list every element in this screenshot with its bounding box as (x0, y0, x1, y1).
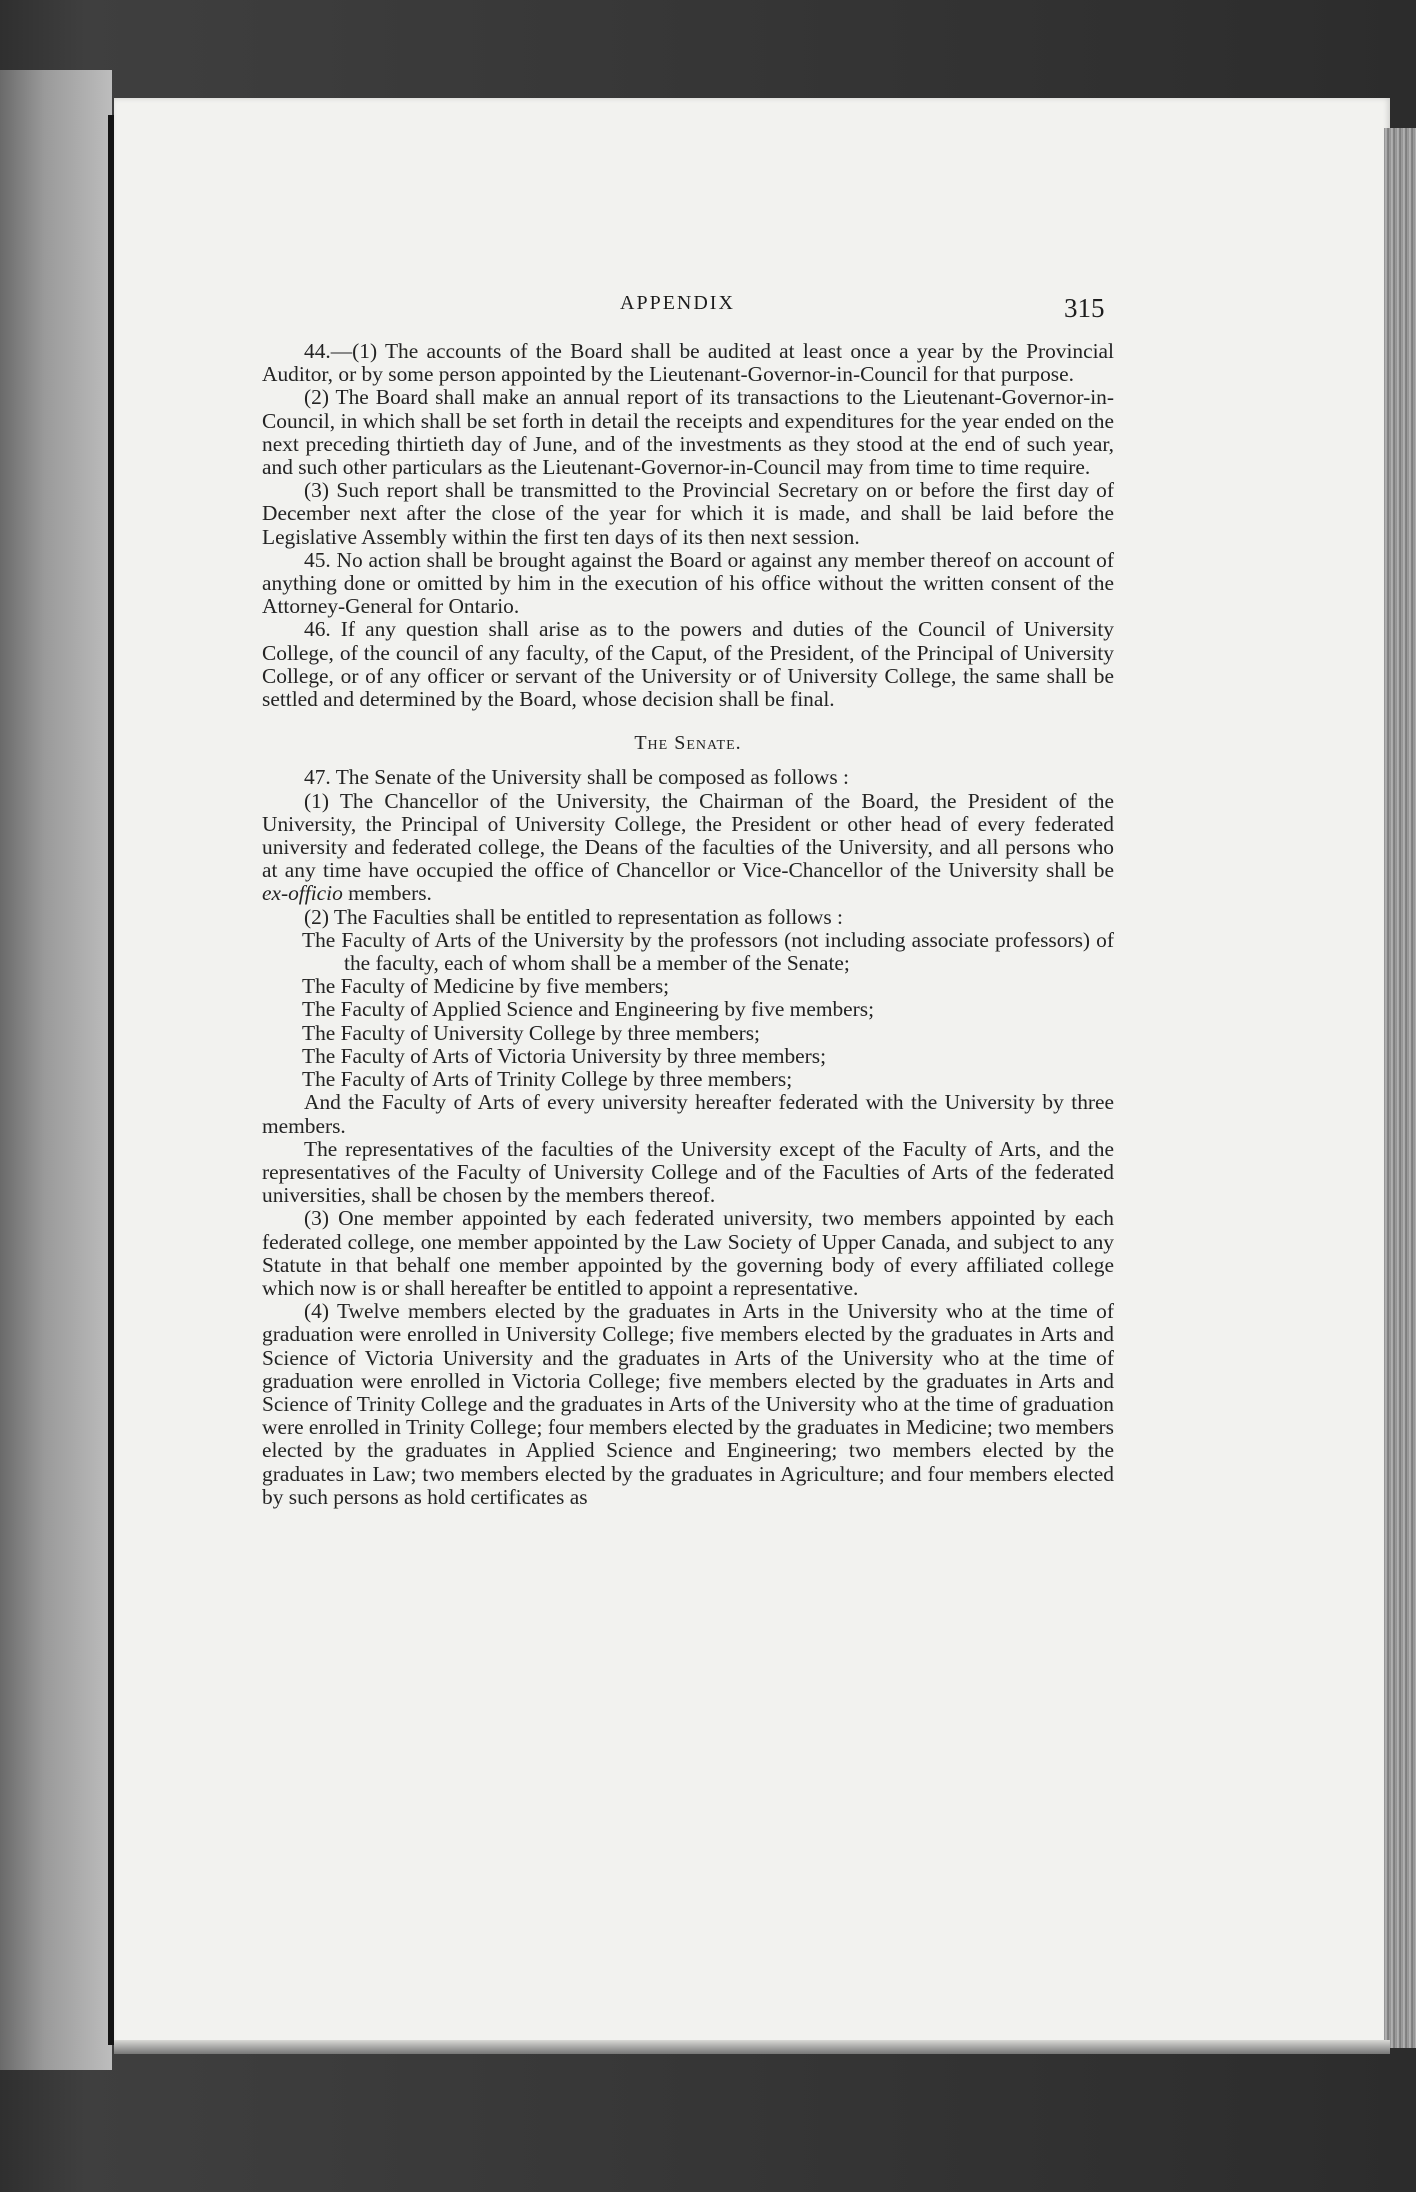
section-47-1-text: (1) The Chancellor of the University, the Chairman of the Board, the President of the University, the Principal of University College, the President or other head of every federated university and federated college, the Deans of the faculties of the University, and all persons who at any time have occupied the office of Chancellor or Vice-Chancellor of the University shall be (262, 788, 1114, 883)
faculty-university-college-entry: The Faculty of University College by three members; (302, 1020, 760, 1045)
senate-heading: The Senate. (634, 732, 742, 755)
section-47-2-intro: (2) The Faculties shall be entitled to representation as follows : (304, 904, 843, 929)
section-47-1-end: members. (348, 881, 432, 906)
running-head (114, 292, 1390, 332)
section-46: 46. If any question shall arise as to the powers and duties of the Council of University College, of the council of any faculty, of the Caput, of the President, of the Principal of University College, or of any officer or servant of the University or of University College, the same shall be settled and determined by the Board, whose decision shall be final. (262, 617, 1114, 712)
section-47-4: (4) Twelve members elected by the graduates in Arts in the University who at the time of graduation were enrolled in University College; five members elected by the graduates in Arts and Science of Victoria University and the graduates in Arts of the University who at the time of graduation were enrolled in Victoria College; five members elected by the graduates in Arts and Science of Trinity College and the graduates in Arts of the University who at the time of graduation were enrolled in Trinity College; four members elected by the graduates in Medicine; two members elected by the graduates in Applied Science and Engineering; two members elected by the graduates in Law; two members elected by the graduates in Agriculture; and four members elected by such persons as hold certificates as (262, 1299, 1114, 1509)
section-44-1: 44.—(1) The accounts of the Board shall be audited at least once a year by the Provincial Auditor, or by some person appointed by the Lieutenant-Governor-in-Council for that purpose. (262, 339, 1114, 387)
section-44-2: (2) The Board shall make an annual report of its transactions to the Lieutenant-Governor-in-Council, in which shall be set forth in detail the receipts and expenditures for the year ended on the next preceding thirtieth day of June, and of the investments as they stood at the end of such year, and such other particulars as the Lieutenant-Governor-in-Council may from time to time require. (262, 385, 1114, 480)
faculty-trinity-entry: The Faculty of Arts of Trinity College by three members; (302, 1067, 793, 1092)
section-47-3: (3) One member appointed by each federated university, two members appointed by each federated college, one member appointed by the Law Society of Upper Canada, and subject to any Statute in that behalf one member appointed by the governing body of every affiliated college which now is or shall hereafter be entitled to appoint a representative. (262, 1206, 1114, 1300)
faculty-hereafter-entry: And the Faculty of Arts of every university hereafter federated with the University by three members. (262, 1090, 1114, 1138)
faculty-victoria-entry: The Faculty of Arts of Victoria University by three members; (302, 1043, 827, 1068)
section-45: 45. No action shall be brought against the Board or against any member thereof on account of anything done or omitted by him in the execution of his office without the written consent of the Attorney-General for Ontario. (262, 547, 1114, 619)
faculty-arts-entry: The Faculty of Arts of the University by the professors (not including associate professors) of the faculty, each of whom shall be a member of the Senate; (302, 927, 1114, 976)
faculty-representatives: The representatives of the faculties of the University except of the Faculty of Arts, and the representatives of the Faculty of University College and of the Faculties of Arts of the federated universities, shall be chosen by the members thereof. (262, 1136, 1114, 1208)
page-number: 315 (1064, 293, 1105, 323)
section-47-intro: 47. The Senate of the University shall be composed as follows : (304, 765, 849, 790)
faculty-medicine-entry: The Faculty of Medicine by five members; (302, 974, 670, 999)
section-44-3: (3) Such report shall be transmitted to the Provincial Secretary on or before the first day of December next after the close of the year for which it is made, and shall be laid before the Legislative Assembly within the first ten days of its then next session. (262, 478, 1114, 549)
page-stack-edge (1384, 128, 1416, 2048)
page-text (262, 340, 1114, 1509)
facing-page-edge (0, 70, 112, 2070)
section-47-1 (262, 790, 1114, 906)
page-bottom-edge (114, 2040, 1390, 2054)
ex-officio-term: ex-officio (262, 881, 343, 906)
faculty-applied-science-entry: The Faculty of Applied Science and Engineering by five members; (302, 997, 875, 1022)
running-head-title: APPENDIX (620, 292, 735, 314)
